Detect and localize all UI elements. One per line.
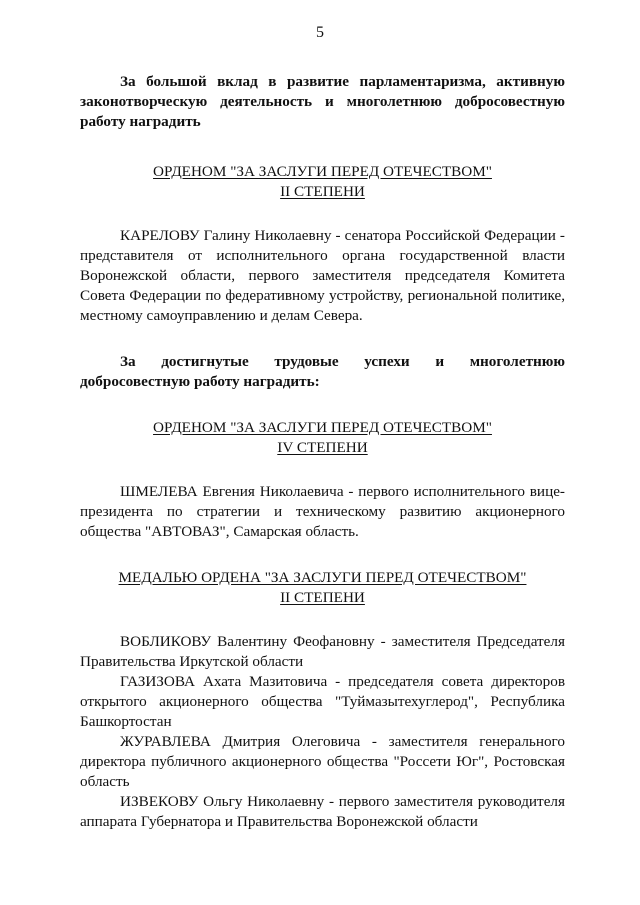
recipient-gazizov: ГАЗИЗОВА Ахата Мазитовича - председателя совета директоров открытого акционерного общества "Туймазытехуглерод", Республика Башкортостан (80, 673, 565, 730)
award-title-2-line1: ОРДЕНОМ "ЗА ЗАСЛУГИ ПЕРЕД ОТЕЧЕСТВОМ" (153, 419, 492, 436)
recipient-voblikova: ВОБЛИКОВУ Валентину Феофановну - заместителя Председателя Правительства Иркутской области (80, 633, 565, 670)
document-body (80, 64, 565, 832)
award-intro-1: За большой вклад в развитие парламентаризма, активную законотворческую деятельность и многолетнюю добросовестную работу наградить (80, 73, 565, 130)
recipient-izvekova: ИЗВЕКОВУ Ольгу Николаевну - первого заместителя руководителя аппарата Губернатора и Правительства Воронежской области (80, 793, 565, 830)
award-intro-2: За достигнутые трудовые успехи и многолетнюю добросовестную работу наградить: (80, 353, 565, 390)
recipient-karelova: КАРЕЛОВУ Галину Николаевну - сенатора Российской Федерации - представителя от исполнительного органа государственной власти Воронежской области, первого заместителя председателя Комитета Совета Федерации по федеративному устройству, региональной политике, местному самоуправлению и делам Севера. (80, 227, 565, 324)
award-title-1-line1: ОРДЕНОМ "ЗА ЗАСЛУГИ ПЕРЕД ОТЕЧЕСТВОМ" (153, 163, 492, 180)
award-title-1 (80, 162, 565, 202)
award-title-3-line1: МЕДАЛЬЮ ОРДЕНА "ЗА ЗАСЛУГИ ПЕРЕД ОТЕЧЕСТВОМ" (118, 569, 527, 586)
award-title-3-line2: II СТЕПЕНИ (280, 589, 365, 606)
award-title-1-line2: II СТЕПЕНИ (280, 183, 365, 200)
page-number: 5 (316, 24, 324, 41)
award-title-3 (80, 568, 565, 608)
recipient-shmelev: ШМЕЛЕВА Евгения Николаевича - первого исполнительного вице-президента по стратегии и техническому развитию акционерного общества "АВТОВАЗ", Самарская область. (80, 483, 565, 540)
award-title-2 (80, 418, 565, 458)
award-title-2-line2: IV СТЕПЕНИ (277, 439, 368, 456)
recipient-zhuravlev: ЖУРАВЛЕВА Дмитрия Олеговича - заместителя генерального директора публичного акционерного общества "Россети Юг", Ростовская область (80, 733, 565, 790)
